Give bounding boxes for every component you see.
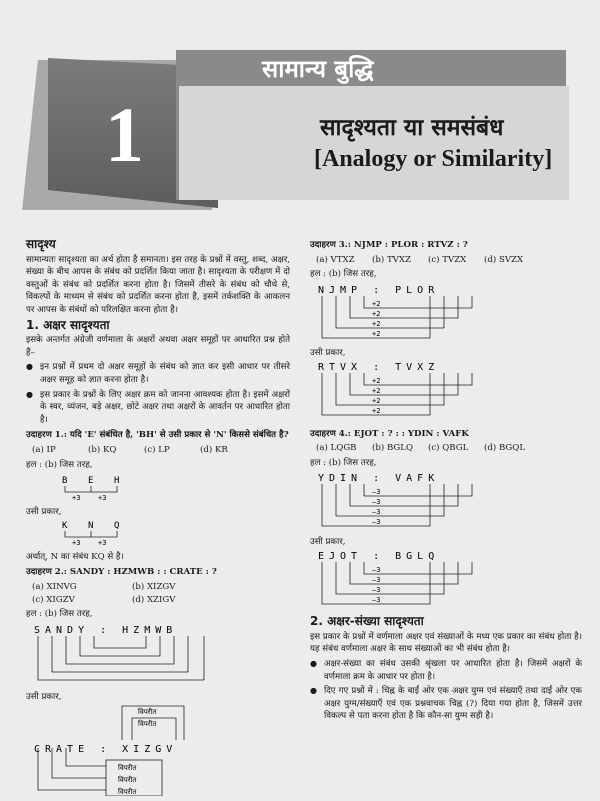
reverse-label: विपरीत xyxy=(138,720,157,729)
example1-options xyxy=(32,444,290,457)
shift-label: –3 xyxy=(372,565,381,574)
chapter-banner xyxy=(0,0,600,240)
option: (b) KQ xyxy=(88,444,117,455)
shift-label: –3 xyxy=(372,575,381,584)
example4-solution: हल : (b) जिस तरह, xyxy=(310,457,377,468)
shift-label: +2 xyxy=(372,386,381,395)
reverse-label: विपरीत xyxy=(118,776,137,785)
reverse-label: विपरीत xyxy=(118,764,137,773)
option: (a) LQGB xyxy=(316,443,357,454)
letter-pair: EJOT : BGLQ xyxy=(318,550,440,562)
shift-label: +2 xyxy=(372,376,381,385)
option: (c) QBGL xyxy=(428,443,469,454)
same-way-label: उसी प्रकार, xyxy=(26,506,62,517)
option: (d) BGQL xyxy=(484,443,526,454)
shift-label: +2 xyxy=(372,319,381,328)
letter: Q xyxy=(114,521,120,532)
section1-bullet-2: ● इस प्रकार के प्रश्नों के लिए अक्षर क्रम को जानना आवश्यक होता है। इसमें अक्षरों के स्वर, व्यंजन, बड़े अक्षर, छोटे अक्षर तथा अक्षरों के आवर्तन पर आधारित होता है। xyxy=(26,389,290,427)
option: (a) IP xyxy=(32,444,56,455)
shift-label: +3 xyxy=(98,539,107,547)
same-way-label: उसी प्रकार, xyxy=(26,692,62,703)
shift-label: +2 xyxy=(372,299,381,308)
example4-diagram-2 xyxy=(310,549,490,609)
letter-pair: RTVX : TVXZ xyxy=(318,361,440,373)
example3-solution: हल : (b) जिस तरह, xyxy=(310,269,377,280)
shift-label: +2 xyxy=(372,406,381,415)
example1-conclusion: अर्थात्, N का संबंध KQ से है। xyxy=(26,551,124,562)
option: (b) BGLQ xyxy=(372,443,414,454)
section1-text: इसके अन्तर्गत अंग्रेजी वर्णमाला के अक्षरों अथवा अक्षर समूहों पर आधारित प्रश्न होते हैं– xyxy=(26,335,290,358)
same-way-label: उसी प्रकार, xyxy=(310,348,346,359)
option: (a) XINVG xyxy=(32,582,77,593)
shift-label: +2 xyxy=(372,329,381,338)
letter: N xyxy=(88,521,94,532)
reverse-label: विपरीत xyxy=(118,788,137,797)
chapter-title-english: [Analogy or Similarity] xyxy=(314,146,553,172)
shift-label: –3 xyxy=(372,488,381,497)
example4-question: उदाहरण 4.: EJOT : ? : : YDIN : VAFK xyxy=(310,428,469,439)
section2-text: इस प्रकार के प्रश्नों में वर्णमाला अक्षर एवं संख्याओं के मध्य एक प्रकार का संबंध होता है। यह संबंध वर्णमाला अक्षर के साथ संख्याओं का भी संबंध होता है। xyxy=(310,631,582,655)
shift-label: –3 xyxy=(372,508,381,517)
right-column xyxy=(310,236,582,725)
letter-pair: NJMP : PLOR xyxy=(318,284,440,296)
letter: K xyxy=(62,521,68,532)
example1-diagram-1 xyxy=(26,473,146,501)
shift-label: –3 xyxy=(372,595,381,604)
letter: B xyxy=(62,476,68,487)
letter: H xyxy=(114,476,120,487)
chapter-title-hindi: सादृश्यता या समसंबंध xyxy=(320,115,504,141)
example4-options xyxy=(316,442,582,455)
chapter-number: 1 xyxy=(105,91,144,178)
example1-solution: हल : (b) जिस तरह, xyxy=(26,459,93,470)
option: (c) XIGZV xyxy=(32,594,75,605)
example2-options xyxy=(32,581,290,606)
example2-diagram-1 xyxy=(26,623,226,687)
shift-label: –3 xyxy=(372,585,381,594)
subject-band xyxy=(176,50,566,86)
letter-pair: CRATE : XIZGV xyxy=(34,744,178,756)
reverse-label: विपरीत xyxy=(138,708,157,717)
example1-diagram-2 xyxy=(26,518,146,546)
shift-label: +3 xyxy=(72,539,81,547)
same-way-label: उसी प्रकार, xyxy=(310,536,346,547)
example3-options xyxy=(316,254,582,267)
example2-diagram-2 xyxy=(26,704,226,796)
section2-bullet-1: ● अक्षर-संख्या का संबंध उसकी श्रृंखला पर आधारित होता है। जिसमें अक्षरों के वर्णमाला क्रम के आधार पर होता है। xyxy=(310,658,582,683)
section1-heading: 1. अक्षर सादृश्यता xyxy=(26,317,110,332)
shift-label: +2 xyxy=(372,309,381,318)
shift-label: –3 xyxy=(372,498,381,507)
intro-text: सामान्यतः सादृश्यता का अर्थ होता है समानता। इस तरह के प्रश्नों में वस्तु, शब्द, अक्षर, संख्या के बीच आपस के संबंध को प्रदर्शित किया जाता है। सादृश्यता के परीक्षण में दो वस्तुओं के संबंध को प्रदर्शित करना होता है। जिसमें तीसरे के संबंध को चौथे से, विकल्पों के माध्यम से संबंध को प्रदर्शित करना होता है, इसमें तर्कशक्ति के आकलन पर आपस के संबंधों को परिलक्षित करना होता है। xyxy=(26,254,290,315)
example3-question: उदाहरण 3.: NJMP : PLOR : RTVZ : ? xyxy=(310,240,468,250)
example1-question: उदाहरण 1.: यदि 'E' संबंधित है, 'BH' से उसी प्रकार से 'N' किससे संबंधित है? xyxy=(26,430,289,441)
option: (d) SVZX xyxy=(484,254,524,265)
example3-diagram-1 xyxy=(310,283,490,343)
shift-label: +3 xyxy=(98,494,107,502)
letter-pair: SANDY : HZMWB xyxy=(34,624,178,636)
example3-diagram-2 xyxy=(310,360,490,420)
subject-title: सामान्य बुद्धि xyxy=(262,55,374,83)
option: (a) VTXZ xyxy=(316,254,355,265)
example2-question: उदाहरण 2.: SANDY : HZMWB : : CRATE : ? xyxy=(26,567,217,578)
section1-bullet-1: ● इन प्रश्नों में प्रथम दो अक्षर समूहों के संबंध को ज्ञात कर इसी आधार पर तीसरे अक्षर समूह को ज्ञात करना होता है। xyxy=(26,361,290,386)
section2-bullet-2: ● दिए गए प्रश्नों में : चिह्न के बाईं ओर एक अक्षर युग्म एवं संख्याएँ तथा दाईं ओर एक अक्षर युग्म/संख्याएँ एवं एक प्रश्नवाचक चिह्न (?) दिया गया होता है, जिसमें उत्तर विकल्प से पता करना होता है कि कौन-सा युग्म सही है। xyxy=(310,685,582,723)
left-column xyxy=(26,236,290,801)
shift-label: +2 xyxy=(372,396,381,405)
intro-heading: सादृश्य xyxy=(26,237,56,251)
title-panel xyxy=(176,86,569,200)
option: (b) XIZGV xyxy=(132,582,176,593)
letter-pair: YDIN : VAFK xyxy=(318,473,440,485)
section2-heading: 2. अक्षर-संख्या सादृश्यता xyxy=(310,614,424,629)
option: (b) TVXZ xyxy=(372,254,411,265)
example4-diagram-1 xyxy=(310,471,490,531)
option: (c) LP xyxy=(144,444,170,455)
letter: E xyxy=(88,476,94,487)
example2-solution: हल : (b) जिस तरह, xyxy=(26,609,93,620)
option: (d) KR xyxy=(200,444,228,455)
option: (c) TVZX xyxy=(428,254,467,265)
option: (d) XZIGV xyxy=(132,594,176,605)
shift-label: –3 xyxy=(372,518,381,527)
shift-label: +3 xyxy=(72,494,81,502)
